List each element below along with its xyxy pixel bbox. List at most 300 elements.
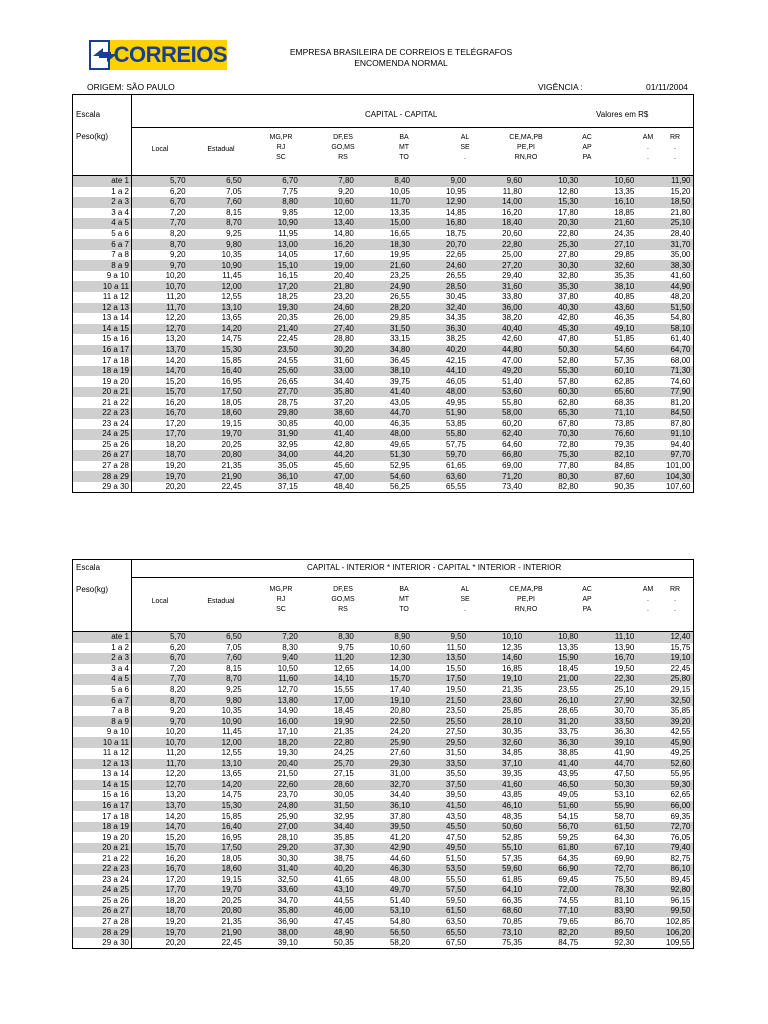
price-cell: 23,50 [446, 706, 467, 716]
price-cell: 63,60 [412, 471, 468, 482]
price-cell: 36,00 [468, 303, 524, 314]
weight-range-cell: 19 a 20 [73, 832, 132, 843]
price-cell: 14,20 [165, 355, 186, 365]
price-cell: 51,60 [524, 801, 580, 812]
weight-range-cell: 24 a 25 [73, 429, 132, 440]
price-cell: 107,60 [666, 482, 691, 492]
price-cell: 9,70 [132, 716, 188, 727]
price-cell: 89,50 [580, 927, 636, 938]
price-cell: 11,70 [132, 759, 188, 770]
price-cell: 19,50 [446, 685, 467, 694]
price-cell: 11,50 [446, 642, 467, 652]
price-cell: 23,55 [558, 685, 579, 694]
price-cell: 21,80 [300, 281, 356, 292]
price-cell: 18,30 [356, 239, 412, 250]
price-cell: 72,70 [580, 864, 636, 875]
price-cell: 65,50 [412, 927, 468, 938]
price-cell: 32,95 [333, 811, 354, 821]
price-cell: 27,10 [580, 239, 636, 250]
price-cell: 16,70 [580, 653, 636, 664]
price-cell: 9,00 [412, 176, 468, 187]
price-cell: 49,25 [670, 748, 691, 758]
table-row [73, 239, 693, 250]
column-header [191, 145, 251, 155]
price-cell: 18,50 [636, 197, 692, 208]
price-cell: 14,80 [333, 229, 354, 238]
price-cell: 33,50 [412, 759, 468, 770]
price-cell: 19,95 [389, 250, 410, 260]
price-cell: 38,00 [244, 927, 300, 938]
price-cell: 16,20 [165, 853, 186, 863]
price-cell: 10,90 [244, 218, 300, 229]
price-cell: 56,70 [524, 822, 580, 833]
table-row [73, 653, 693, 664]
price-cell: 20,80 [389, 706, 410, 716]
price-cell: 62,65 [670, 790, 691, 800]
column-header [191, 597, 251, 607]
price-cell: 12,40 [636, 632, 692, 643]
price-cell: 7,20 [244, 632, 300, 643]
price-cell: 49,50 [412, 843, 468, 854]
price-cell: 16,80 [412, 218, 468, 229]
price-cell: 51,40 [389, 895, 410, 905]
price-cell: 53,60 [468, 387, 524, 398]
price-cell: 15,70 [132, 843, 188, 854]
table-row [73, 355, 693, 366]
price-cell: 46,30 [356, 864, 412, 875]
weight-range-cell: 27 a 28 [73, 917, 132, 928]
price-cell: 61,40 [670, 334, 691, 344]
price-cell: 15,85 [221, 811, 242, 821]
weight-range-cell: 26 a 27 [73, 906, 132, 917]
price-cell: 101,00 [666, 461, 691, 471]
table-row [73, 695, 693, 706]
column-header-line: AP [582, 596, 592, 603]
price-cell: 50,30 [524, 345, 580, 356]
price-cell: 18,60 [188, 408, 244, 419]
price-cell: 92,80 [636, 885, 692, 896]
price-cell: 17,20 [165, 418, 186, 428]
price-cell: 74,60 [670, 376, 691, 386]
price-cell: 20,40 [244, 759, 300, 770]
price-cell: 19,50 [614, 663, 635, 673]
column-header [557, 133, 617, 163]
price-cell: 28,75 [277, 397, 298, 407]
price-cell: 42,55 [670, 727, 691, 737]
weight-range-cell: 8 a 9 [73, 260, 132, 271]
price-cell: 6,20 [170, 186, 186, 196]
weight-range-cell: 28 a 29 [73, 471, 132, 482]
price-cell: 14,20 [188, 780, 244, 791]
price-cell: 17,40 [389, 685, 410, 694]
price-cell: 20,35 [277, 313, 298, 323]
column-header-line: AM [642, 134, 654, 141]
price-cell: 18,70 [132, 906, 188, 917]
price-cell: 16,95 [221, 376, 242, 386]
validity-label: VIGÊNCIA : [538, 82, 583, 92]
price-cell: 15,10 [244, 260, 300, 271]
price-cell: 7,70 [132, 218, 188, 229]
price-cell: 7,20 [170, 663, 186, 673]
column-header-line: AC [582, 586, 592, 593]
price-cell: 15,30 [188, 801, 244, 812]
weight-range-cell: 12 a 13 [73, 303, 132, 314]
table-row [73, 917, 693, 928]
price-cell: 46,50 [524, 780, 580, 791]
price-cell: 42,90 [356, 843, 412, 854]
price-cell: 10,60 [580, 176, 636, 187]
price-cell: 74,55 [558, 895, 579, 905]
price-cell: 7,80 [300, 176, 356, 187]
table-row [73, 450, 693, 461]
price-cell: 12,00 [188, 281, 244, 292]
price-cell: 25,80 [636, 674, 692, 685]
column-header [435, 585, 495, 615]
price-cell: 15,20 [165, 376, 186, 386]
price-cell: 20,20 [165, 482, 186, 492]
price-cell: 26,55 [389, 292, 410, 302]
weight-range-cell: 24 a 25 [73, 885, 132, 896]
price-cell: 9,20 [170, 250, 186, 260]
price-cell: 43,60 [580, 303, 636, 314]
price-cell: 49,65 [389, 439, 410, 449]
price-cell: 14,10 [300, 674, 356, 685]
column-header-line: TO [399, 606, 409, 613]
price-cell: 33,00 [300, 366, 356, 377]
price-cell: 38,60 [300, 408, 356, 419]
price-cell: 27,50 [446, 727, 467, 737]
company-name: EMPRESA BRASILEIRA DE CORREIOS E TELÉGRAFOS [289, 47, 513, 57]
price-cell: 32,50 [277, 874, 298, 884]
price-cell: 18,85 [614, 207, 635, 217]
table-header [73, 95, 693, 176]
price-cell: 13,20 [165, 790, 186, 800]
price-cell: 41,40 [356, 387, 412, 398]
price-cell: 19,70 [132, 927, 188, 938]
price-cell: 70,30 [524, 429, 580, 440]
price-cell: 12,70 [132, 780, 188, 791]
price-cell: 50,60 [468, 822, 524, 833]
price-cell: 32,95 [277, 439, 298, 449]
price-cell: 19,30 [277, 748, 298, 758]
weight-range-cell: 6 a 7 [73, 695, 132, 706]
price-cell: 36,30 [412, 324, 468, 335]
table-row [73, 737, 693, 748]
column-header [313, 585, 373, 615]
price-cell: 19,15 [221, 418, 242, 428]
table-row [73, 927, 693, 938]
price-cell: 39,50 [356, 822, 412, 833]
column-header-line: . [647, 144, 649, 151]
price-cell: 43,85 [502, 790, 523, 800]
price-cell: 51,50 [636, 303, 692, 314]
price-cell: 22,45 [277, 334, 298, 344]
price-cell: 12,30 [356, 653, 412, 664]
price-cell: 25,85 [502, 706, 523, 716]
price-cell: 58,20 [389, 938, 410, 948]
weight-range-cell: 14 a 15 [73, 780, 132, 791]
price-cell: 46,00 [300, 906, 356, 917]
price-cell: 66,80 [468, 450, 524, 461]
column-header-line: Local [151, 598, 169, 605]
price-cell: 11,20 [300, 653, 356, 664]
price-cell: 31,90 [244, 429, 300, 440]
price-cell: 48,90 [300, 927, 356, 938]
price-cell: 16,20 [502, 207, 523, 217]
table-row [73, 334, 693, 345]
weight-range-cell: 25 a 26 [73, 440, 132, 451]
price-cell: 46,35 [614, 313, 635, 323]
column-header-line: RN,RO [514, 606, 538, 613]
table-row [73, 218, 693, 229]
price-cell: 10,05 [389, 186, 410, 196]
price-cell: 65,30 [524, 408, 580, 419]
price-cell: 28,65 [558, 706, 579, 716]
price-cell: 8,15 [226, 663, 242, 673]
column-header-line: RS [338, 154, 348, 161]
column-header-line: CE,MA,PB [509, 134, 543, 141]
price-cell: 48,00 [389, 874, 410, 884]
price-cell: 14,00 [468, 197, 524, 208]
price-cell: 21,60 [356, 260, 412, 271]
table-row [73, 811, 693, 822]
price-cell: 76,60 [580, 429, 636, 440]
table-row [73, 780, 693, 791]
column-header-line: AP [582, 144, 592, 151]
table-row [73, 324, 693, 335]
price-cell: 58,00 [468, 408, 524, 419]
price-cell: 27,80 [558, 250, 579, 260]
price-cell: 15,30 [524, 197, 580, 208]
price-cell: 32,40 [412, 303, 468, 314]
price-cell: 6,70 [244, 176, 300, 187]
price-cell: 37,20 [333, 397, 354, 407]
column-header-line: MT [398, 596, 410, 603]
price-cell: 15,55 [333, 685, 354, 694]
price-cell: 52,60 [636, 759, 692, 770]
price-cell: 77,10 [524, 906, 580, 917]
price-cell: 27,15 [333, 769, 354, 779]
price-cell: 30,20 [300, 345, 356, 356]
column-header-line: DF,ES [333, 134, 353, 141]
price-cell: 8,40 [356, 176, 412, 187]
price-cell: 25,70 [300, 759, 356, 770]
table-title: CAPITAL - CAPITAL [365, 110, 438, 119]
price-cell: 40,40 [468, 324, 524, 335]
price-cell: 66,35 [502, 895, 523, 905]
price-cell: 62,80 [558, 397, 579, 407]
price-cell: 54,60 [356, 471, 412, 482]
price-cell: 27,90 [580, 695, 636, 706]
price-cell: 10,95 [446, 186, 467, 196]
price-cell: 13,70 [132, 801, 188, 812]
price-cell: 66,00 [636, 801, 692, 812]
price-cell: 27,70 [244, 387, 300, 398]
price-cell: 30,30 [524, 260, 580, 271]
price-cell: 11,20 [166, 292, 186, 302]
price-cell: 31,40 [244, 864, 300, 875]
price-cell: 27,60 [389, 748, 410, 758]
weight-range-cell: 6 a 7 [73, 239, 132, 250]
table-row [73, 769, 693, 780]
price-cell: 57,35 [502, 853, 523, 863]
price-cell: 15,85 [221, 355, 242, 365]
price-cell: 92,30 [614, 938, 635, 948]
table-row [73, 281, 693, 292]
price-cell: 54,80 [670, 313, 691, 323]
price-cell: 22,80 [468, 239, 524, 250]
column-header-line: RS [338, 606, 348, 613]
price-cell: 8,15 [226, 207, 242, 217]
price-cell: 73,40 [502, 482, 523, 492]
price-cell: 24,60 [300, 303, 356, 314]
price-cell: 41,90 [614, 748, 635, 758]
price-cell: 21,60 [580, 218, 636, 229]
weight-range-cell: 4 a 5 [73, 218, 132, 229]
price-cell: 29,30 [356, 759, 412, 770]
column-header-line: SC [276, 606, 286, 613]
price-cell: 12,20 [165, 769, 186, 779]
price-cell: 41,50 [412, 801, 468, 812]
price-cell: 11,95 [278, 229, 298, 238]
price-cell: 22,65 [446, 250, 467, 260]
table-row [73, 801, 693, 812]
price-cell: 32,80 [558, 271, 579, 281]
price-cell: 39,35 [502, 769, 523, 779]
price-cell: 32,70 [356, 780, 412, 791]
price-cell: 15,00 [356, 218, 412, 229]
price-cell: 38,30 [636, 260, 692, 271]
price-cell: 28,20 [356, 303, 412, 314]
price-cell: 9,50 [412, 632, 468, 643]
column-header [131, 145, 189, 155]
price-cell: 106,20 [636, 927, 692, 938]
price-cell: 35,50 [446, 769, 467, 779]
price-cell: 37,80 [558, 292, 579, 302]
price-cell: 17,70 [132, 885, 188, 896]
price-cell: 11,70 [356, 197, 412, 208]
price-cell: 61,50 [412, 906, 468, 917]
column-header-line: Estadual [207, 146, 235, 153]
price-cell: 24,35 [614, 229, 635, 238]
weight-range-cell: 29 a 30 [73, 938, 132, 949]
price-cell: 35,00 [670, 250, 691, 260]
column-header-line: GO,MS [331, 596, 355, 603]
weight-range-cell: 18 a 19 [73, 822, 132, 833]
table-row [73, 408, 693, 419]
column-header [496, 133, 556, 163]
price-cell: 20,70 [412, 239, 468, 250]
price-cell: 19,20 [165, 461, 186, 471]
price-cell: 36,10 [244, 471, 300, 482]
price-cell: 31,00 [389, 769, 410, 779]
price-cell: 20,40 [333, 271, 354, 281]
column-header [251, 585, 311, 615]
price-cell: 17,50 [188, 843, 244, 854]
price-cell: 47,50 [614, 769, 635, 779]
price-cell: 45,30 [524, 324, 580, 335]
price-cell: 50,35 [333, 938, 354, 948]
price-cell: 55,50 [446, 874, 467, 884]
price-cell: 20,60 [502, 229, 523, 238]
weight-range-cell: 22 a 23 [73, 864, 132, 875]
column-header-line: TO [399, 154, 409, 161]
column-header [557, 585, 617, 615]
price-cell: 104,30 [636, 471, 692, 482]
price-cell: 15,20 [165, 832, 186, 842]
price-cell: 14,85 [446, 207, 467, 217]
price-cell: 21,80 [670, 207, 691, 217]
validity-date: 01/11/2004 [646, 82, 688, 92]
price-cell: 13,65 [221, 769, 242, 779]
price-cell: 7,20 [170, 207, 186, 217]
column-header-line: PA [582, 606, 592, 613]
price-cell: 41,60 [468, 780, 524, 791]
price-cell: 7,60 [188, 197, 244, 208]
price-cell: 53,50 [412, 864, 468, 875]
table-row [73, 419, 693, 430]
table-row [73, 482, 693, 493]
table-row [73, 643, 693, 654]
price-cell: 34,70 [277, 895, 298, 905]
price-cell: 40,85 [614, 292, 635, 302]
price-cell: 10,90 [188, 716, 244, 727]
price-cell: 42,15 [446, 355, 467, 365]
price-cell: 9,75 [338, 642, 354, 652]
price-cell: 61,50 [580, 822, 636, 833]
price-cell: 33,60 [244, 885, 300, 896]
price-cell: 10,30 [524, 176, 580, 187]
price-cell: 49,10 [580, 324, 636, 335]
weight-range-cell: 12 a 13 [73, 759, 132, 770]
price-cell: 51,90 [412, 408, 468, 419]
price-cell: 8,30 [282, 642, 298, 652]
price-cell: 28,40 [670, 229, 691, 238]
price-cell: 20,25 [221, 439, 242, 449]
price-cell: 37,10 [468, 759, 524, 770]
price-cell: 49,05 [558, 790, 579, 800]
price-cell: 17,20 [165, 874, 186, 884]
price-cell: 13,65 [221, 313, 242, 323]
price-cell: 71,10 [580, 408, 636, 419]
price-cell: 9,20 [338, 186, 354, 196]
price-cell: 8,30 [300, 632, 356, 643]
column-header-line: AL [460, 586, 470, 593]
price-cell: 56,50 [356, 927, 412, 938]
price-cell: 14,00 [389, 663, 410, 673]
price-cell: 11,10 [580, 632, 636, 643]
price-cell: 15,30 [188, 345, 244, 356]
price-cell: 9,80 [188, 239, 244, 250]
weight-range-cell: 11 a 12 [73, 748, 132, 759]
weight-range-cell: 21 a 22 [73, 853, 132, 864]
price-cell: 77,80 [558, 461, 579, 471]
column-header-line: . [647, 596, 649, 603]
price-cell: 19,70 [188, 885, 244, 896]
price-cell: 48,00 [356, 429, 412, 440]
weight-range-cell: 21 a 22 [73, 397, 132, 408]
table-row [73, 843, 693, 854]
price-cell: 51,85 [614, 334, 635, 344]
column-header-line: SC [276, 154, 286, 161]
price-cell: 45,90 [636, 737, 692, 748]
price-cell: 35,05 [277, 461, 298, 471]
price-cell: 37,15 [277, 482, 298, 492]
price-cell: 29,15 [670, 685, 691, 694]
price-cell: 31,60 [333, 355, 354, 365]
price-cell: 31,70 [636, 239, 692, 250]
price-cell: 20,20 [165, 938, 186, 948]
